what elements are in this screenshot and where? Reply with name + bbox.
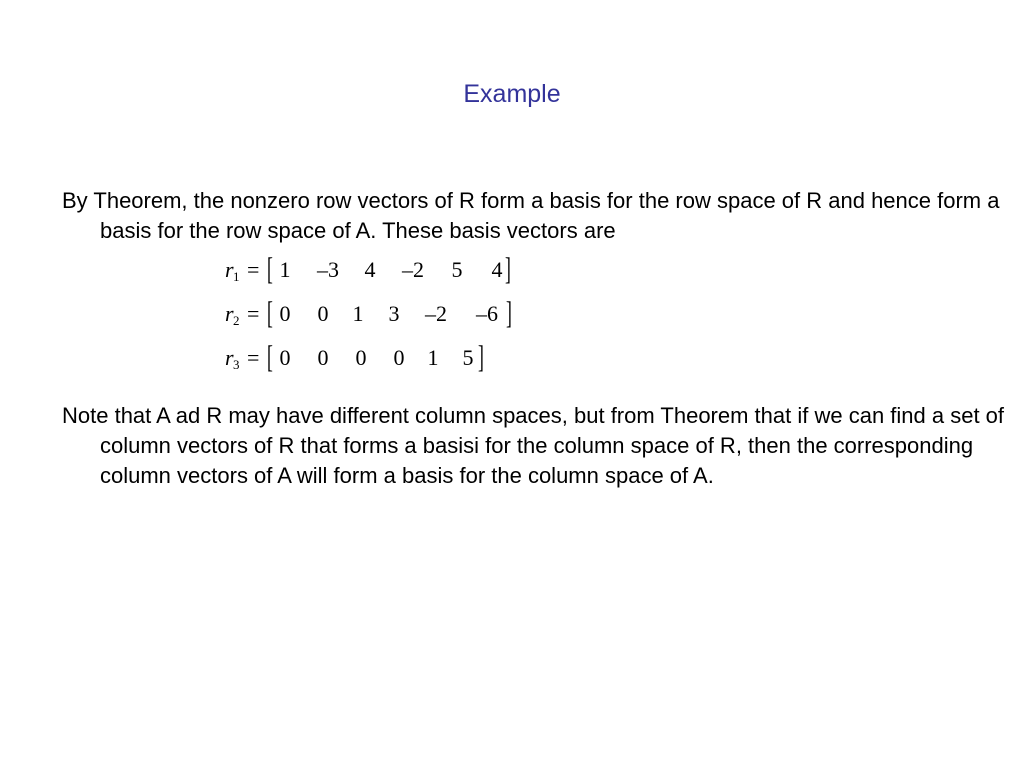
vector-entry: 0	[279, 301, 291, 326]
vector-entry: 1	[352, 301, 364, 326]
vector-entry: –3	[317, 257, 339, 282]
vector-entry: –6	[476, 301, 498, 326]
vector-entry: 4	[364, 257, 376, 282]
vector-entry: 1	[279, 257, 291, 282]
left-bracket: [	[267, 250, 273, 286]
vector-entry: –2	[402, 257, 424, 282]
vector-entry: 0	[317, 301, 329, 326]
vector-entry: 0	[355, 345, 367, 370]
left-bracket: [	[267, 294, 273, 330]
right-bracket: ]	[478, 338, 484, 374]
paragraph-row-space: By Theorem, the nonzero row vectors of R form a basis for the row space of R and hence form a basis for the row space of A. These basis vectors are	[62, 188, 1000, 243]
vector-entry: 4	[491, 257, 503, 282]
right-bracket: ]	[506, 294, 512, 330]
right-bracket: ]	[505, 250, 511, 286]
vector-entry: 0	[393, 345, 405, 370]
slide-title: Example	[463, 80, 561, 108]
equals-sign: =	[247, 345, 260, 370]
vector-entry: 3	[388, 301, 400, 326]
paragraph-column-space: Note that A ad R may have different column spaces, but from Theorem that if we can find a set of column vectors of R that forms a basisi for the column space of R, then the corresponding column vectors of A will form a basis for the column space of A.	[62, 403, 1005, 488]
left-bracket: [	[267, 338, 273, 374]
vector-entry: 1	[427, 345, 439, 370]
vector-entry: 5	[462, 345, 474, 370]
equals-sign: =	[247, 301, 260, 326]
vector-entry: 5	[451, 257, 463, 282]
equals-sign: =	[247, 257, 260, 282]
vector-entry: –2	[425, 301, 447, 326]
equation-subscript: 3	[233, 357, 240, 372]
equation-variable: r	[225, 301, 234, 326]
equation-variable: r	[225, 257, 234, 282]
equation-variable: r	[225, 345, 234, 370]
vector-entry: 0	[279, 345, 291, 370]
equation-subscript: 2	[233, 313, 240, 328]
equation-subscript: 1	[233, 269, 240, 284]
vector-entry: 0	[317, 345, 329, 370]
